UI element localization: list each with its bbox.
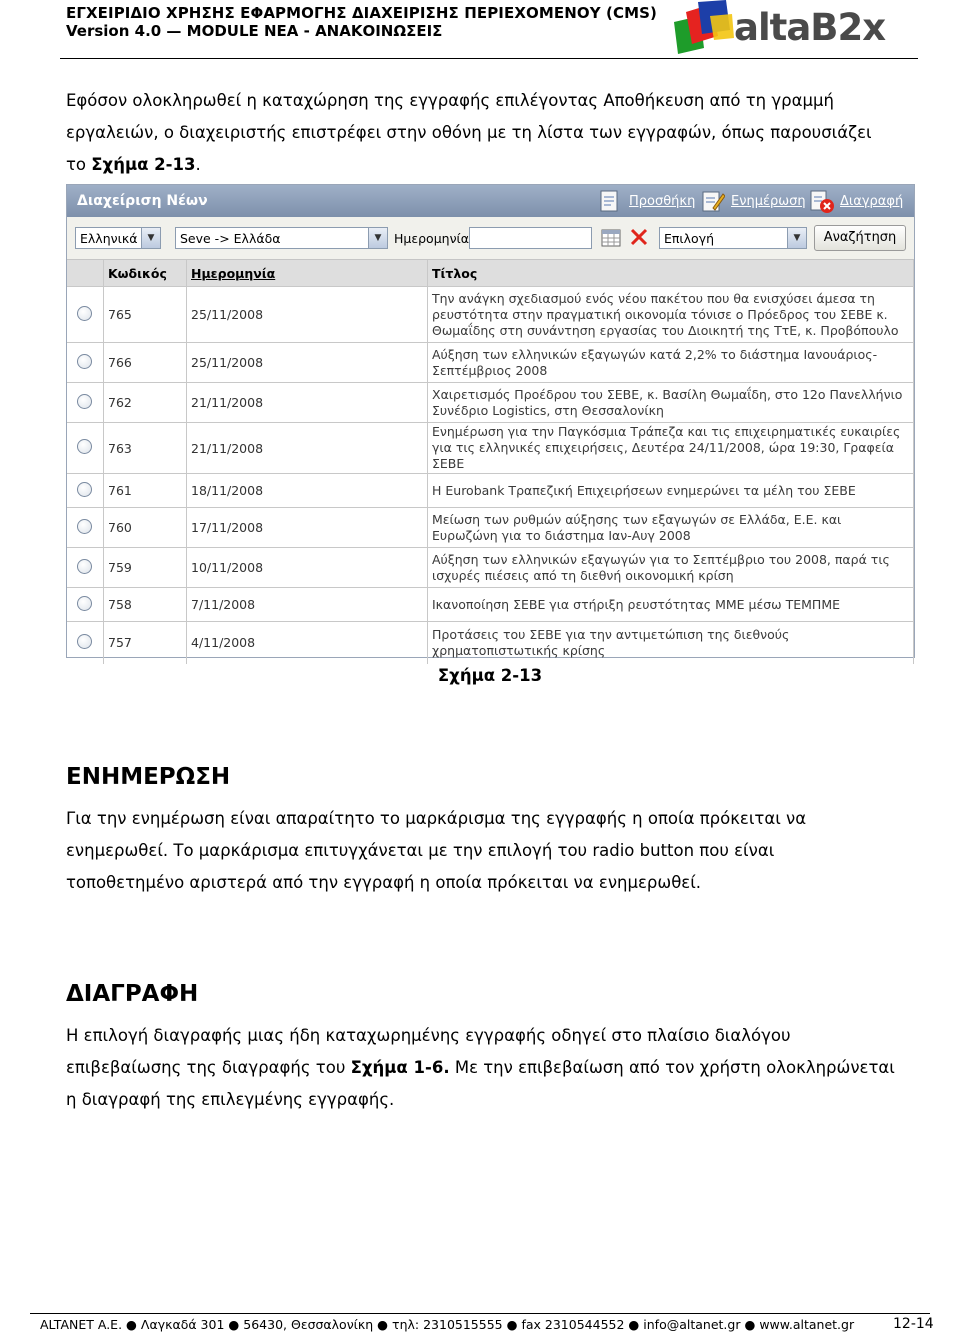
row-select-cell [67, 622, 104, 664]
update-paragraph: Για την ενημέρωση είναι απαραίτητο το μαρκάρισμα της εγγραφής η οποία πρόκειται να ενημερωθεί. Το μαρκάρισμα επιτυγχάνεται με την επιλογή του radio button που είναι τοποθετημένο αριστερά από την εγγραφή η οποία πρόκειται να ενημερωθεί. [66, 809, 807, 892]
delete-paragraph [66, 1020, 896, 1116]
altab2x-logo [670, 0, 910, 56]
row-radio-button[interactable] [77, 559, 92, 574]
row-select-cell [67, 588, 104, 622]
figure-caption: Σχήμα 2-13 [437, 666, 543, 685]
row-select-cell [67, 474, 104, 508]
delete-figure-ref: Σχήμα 1-6. [350, 1058, 450, 1077]
add-icon [597, 188, 623, 214]
page-number: 12-14 [893, 1316, 934, 1332]
server-select-value: Seve -> Ελλάδα [180, 231, 281, 246]
row-code: 761 [104, 474, 187, 508]
row-date: 7/11/2008 [187, 588, 428, 622]
table-row[interactable] [67, 423, 914, 474]
row-select-cell [67, 423, 104, 474]
row-date: 4/11/2008 [187, 622, 428, 664]
choice-select-value: Επιλογή [664, 231, 715, 246]
filter-toolbar [67, 217, 914, 260]
delete-heading: ΔΙΑΓΡΑΦΗ [66, 981, 199, 1007]
intro-end: . [195, 155, 201, 174]
add-label: Προσθήκη [629, 193, 696, 209]
select-column-header [67, 260, 104, 287]
row-date: 18/11/2008 [187, 474, 428, 508]
row-date: 21/11/2008 [187, 423, 428, 474]
panel-titlebar [67, 185, 914, 217]
news-management-screenshot [66, 184, 915, 658]
intro-paragraph [66, 85, 896, 181]
delete-button[interactable] [808, 187, 903, 215]
row-radio-button[interactable] [77, 439, 92, 454]
add-button[interactable] [597, 187, 695, 215]
row-radio-button[interactable] [77, 354, 92, 369]
row-title: Αύξηση των ελληνικών εξαγωγών κατά 2,2% το διάστημα Ιανουάριος-Σεπτέμβριος 2008 [428, 343, 914, 383]
row-select-cell [67, 383, 104, 423]
date-column-header[interactable]: Ημερομηνία [187, 260, 428, 287]
row-title: Χαιρετισμός Προέδρου του ΣΕΒΕ, κ. Βασίλη Θωμαΐδη, στο 12ο Πανελλήνιο Συνέδριο Logistics, στη Θεσσαλονίκη [428, 383, 914, 423]
row-select-cell [67, 508, 104, 548]
row-radio-button[interactable] [77, 482, 92, 497]
delete-text-1: Η επιλογή διαγραφής μιας ήδη καταχωρημένης εγγραφής οδηγεί στο πλαίσιο διαλόγου επιβεβαίωσης της διαγραφής του [66, 1026, 791, 1077]
row-date: 10/11/2008 [187, 548, 428, 588]
delete-icon [808, 188, 834, 214]
row-date: 25/11/2008 [187, 287, 428, 343]
update-label: Ενημέρωση [731, 193, 806, 209]
row-code: 757 [104, 622, 187, 664]
row-select-cell [67, 343, 104, 383]
row-radio-button[interactable] [77, 394, 92, 409]
table-row[interactable] [67, 588, 914, 622]
search-button[interactable]: Αναζήτηση [814, 225, 906, 251]
row-title: Αύξηση των ελληνικών εξαγωγών για το Σεπτέμβριο του 2008, παρά τις ισχυρές πιέσεις από τη διεθνή οικονομική κρίση [428, 548, 914, 588]
intro-text: Εφόσον ολοκληρωθεί η καταχώρηση της εγγραφής επιλέγοντας Αποθήκευση από τη γραμμή εργαλειών, ο διαχειριστής επιστρέφει στην οθόνη με τη λίστα των εγγραφών, όπως παρουσιάζει το [66, 91, 872, 174]
table-row[interactable] [67, 474, 914, 508]
row-select-cell [67, 548, 104, 588]
language-select[interactable] [75, 227, 161, 249]
row-date: 17/11/2008 [187, 508, 428, 548]
row-select-cell [67, 287, 104, 343]
row-radio-button[interactable] [77, 596, 92, 611]
row-title: Προτάσεις του ΣΕΒΕ για την αντιμετώπιση της διεθνούς χρηματοπιστωτικής κρίσης [428, 622, 914, 664]
news-rows [67, 287, 914, 664]
doc-header-title: ΕΓΧΕΙΡΙΔΙΟ ΧΡΗΣΗΣ ΕΦΑΡΜΟΓΗΣ ΔΙΑΧΕΙΡΙΣΗΣ ΠΕΡΙΕΧΟΜΕΝΟΥ (CMS) [66, 4, 657, 22]
title-column-header[interactable]: Τίτλος [428, 260, 914, 287]
row-title: Την ανάγκη σχεδιασμού ενός νέου πακέτου που θα ενισχύσει άμεσα τη ρευστότητα στην πραγματική οικονομία τόνισε ο Πρόεδρος του ΣΕΒΕ κ. Θωμαΐδης στη συνάντηση εργασίας του Διοικητή της ΤτΕ, κ. Προβόπουλο [428, 287, 914, 343]
delete-text-2: Με την επιβεβαίωση από τον χρήστη ολοκληρώνεται η διαγραφή της επιλεγμένης εγγραφής. [66, 1058, 895, 1109]
row-radio-button[interactable] [77, 306, 92, 321]
date-label: Ημερομηνία [394, 231, 470, 246]
row-code: 766 [104, 343, 187, 383]
date-input[interactable] [469, 227, 592, 249]
choice-select[interactable] [659, 227, 807, 249]
table-row[interactable] [67, 508, 914, 548]
calendar-icon[interactable] [601, 229, 621, 251]
server-select[interactable] [175, 227, 388, 249]
row-code: 763 [104, 423, 187, 474]
row-title: Ικανοποίηση ΣΕΒΕ για στήριξη ρευστότητας ΜΜΕ μέσω ΤΕΜΠΜΕ [428, 588, 914, 622]
table-row[interactable] [67, 383, 914, 423]
news-table [67, 260, 914, 664]
delete-label: Διαγραφή [840, 193, 904, 209]
chevron-down-icon: ▼ [141, 228, 160, 248]
table-row[interactable] [67, 343, 914, 383]
row-code: 759 [104, 548, 187, 588]
row-radio-button[interactable] [77, 634, 92, 649]
table-row[interactable] [67, 548, 914, 588]
row-title: Ενημέρωση για την Παγκόσμια Τράπεζα και τις επιχειρηματικές ευκαιρίες για τις ελληνικές επιχειρήσεις, Δευτέρα 24/11/2008, ώρα 19:30, Γραφεία ΣΕΒΕ [428, 423, 914, 474]
chevron-down-icon: ▼ [787, 228, 806, 248]
row-date: 21/11/2008 [187, 383, 428, 423]
logo-text: altaB2x [734, 6, 886, 49]
row-code: 765 [104, 287, 187, 343]
table-row[interactable] [67, 287, 914, 343]
code-column-header[interactable]: Κωδικός [104, 260, 187, 287]
panel-title: Διαχείριση Νέων [77, 193, 208, 209]
row-code: 760 [104, 508, 187, 548]
header-rule [60, 58, 918, 59]
chevron-down-icon: ▼ [368, 228, 387, 248]
doc-header-subtitle: Version 4.0 — MODULE ΝΕΑ - ΑΝΑΚΟΙΝΩΣΕΙΣ [66, 22, 443, 40]
table-row[interactable] [67, 622, 914, 664]
update-button[interactable] [699, 187, 806, 215]
row-code: 758 [104, 588, 187, 622]
intro-figure-ref: Σχήμα 2-13 [91, 155, 196, 174]
update-icon [699, 188, 725, 214]
row-code: 762 [104, 383, 187, 423]
row-date: 25/11/2008 [187, 343, 428, 383]
clear-date-icon[interactable] [629, 227, 649, 251]
row-title: Μείωση των ρυθμών αύξησης των εξαγωγών σε Ελλάδα, Ε.Ε. και Ευρωζώνη για το διάστημα Ιαν-Αυγ 2008 [428, 508, 914, 548]
table-header-row [67, 260, 914, 287]
row-radio-button[interactable] [77, 519, 92, 534]
row-title: Η Eurobank Τραπεζική Επιχειρήσεων ενημερώνει τα μέλη του ΣΕΒΕ [428, 474, 914, 508]
logo-mark-icon [670, 0, 736, 56]
footer-rule [30, 1313, 930, 1314]
update-heading: ΕΝΗΜΕΡΩΣΗ [66, 764, 231, 790]
footer-contact: ALTANET A.E. ● Λαγκαδά 301 ● 56430, Θεσσαλονίκη ● τηλ: 2310515555 ● fax 2310544552 ● info@altanet.gr ● www.altanet.gr [40, 1317, 855, 1332]
language-select-value: Ελληνικά [80, 231, 138, 246]
